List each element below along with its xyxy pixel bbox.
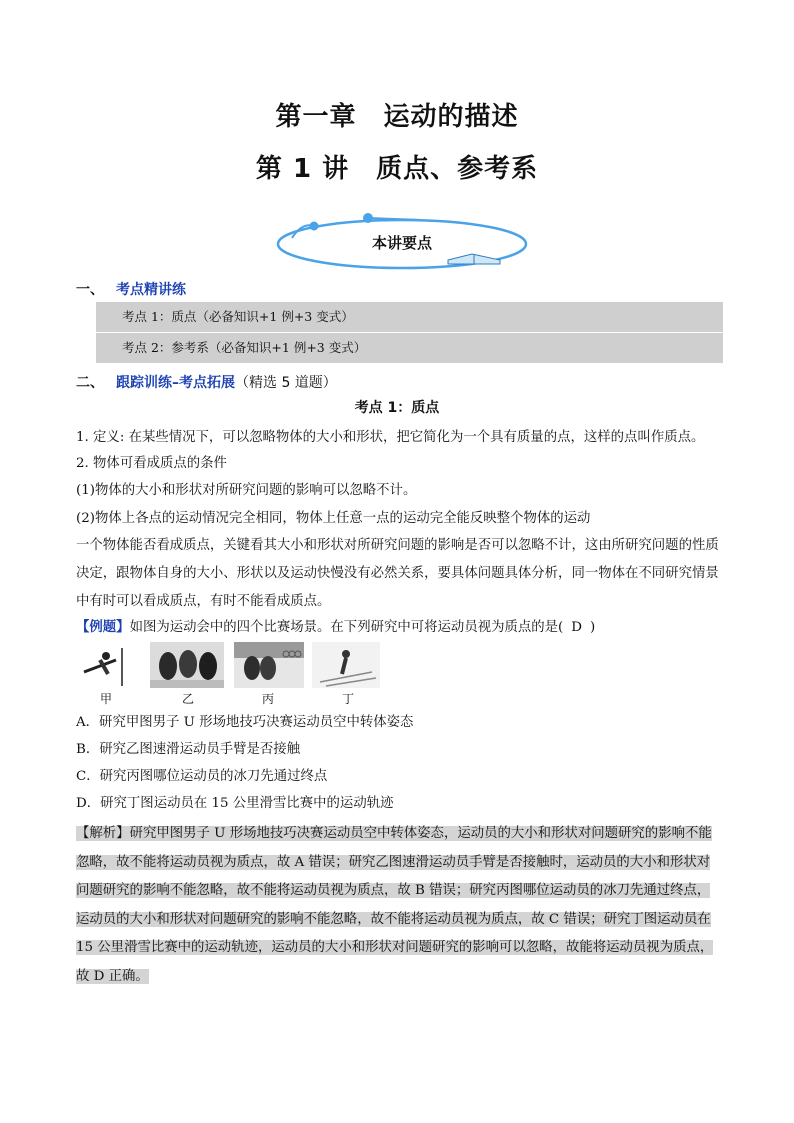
- example-text: 如图为运动会中的四个比赛场景。在下列研究中可将运动员视为质点的是(: [129, 620, 564, 635]
- chapter-title: 第一章 运动的描述: [275, 102, 519, 132]
- caption-ding: 丁: [342, 692, 355, 706]
- option-b: B．研究乙图速滑运动员手臂是否接触: [76, 742, 301, 757]
- banner-label: 本讲要点: [371, 234, 432, 252]
- photo-bing-icon: [234, 642, 304, 688]
- condition-heading: 2. 物体可看成质点的条件: [76, 456, 227, 471]
- definition-paragraph: 1. 定义: 在某些情况下，可以忽略物体的大小和形状，把它简化为一个具有质量的点，这样的点叫作质点。: [76, 430, 705, 445]
- analysis-block: [76, 820, 723, 992]
- condition-1: (1)物体的大小和形状对所研究问题的影响可以忽略不计。: [76, 483, 417, 498]
- option-d: D．研究丁图运动员在 15 公里滑雪比赛中的运动轨迹: [76, 796, 394, 811]
- photo-ding-icon: [312, 642, 380, 688]
- condition-2: (2)物体上各点的运动情况完全相同，物体上任意一点的运动完全能反映整个物体的运动: [76, 511, 591, 526]
- caption-yi: 乙: [182, 692, 195, 706]
- caption-jia: 甲: [100, 692, 113, 706]
- section-heading-1: [76, 279, 186, 299]
- keypoint-banner: [272, 208, 532, 276]
- example-question: [76, 614, 726, 641]
- lecture-title: 第 1 讲 质点、参考系: [255, 154, 539, 184]
- option-a: A．研究甲图男子 U 形场地技巧决赛运动员空中转体姿态: [76, 715, 414, 730]
- section-heading-2: [76, 372, 337, 392]
- section-note: （精选 5 道题）: [235, 375, 337, 391]
- section-number: 二、: [76, 375, 104, 391]
- keypoint-item-1: 考点 1：质点（必备知识+1 例+3 变式）: [96, 302, 723, 332]
- caption-bing: 丙: [262, 692, 275, 706]
- section-number: 一、: [76, 282, 104, 298]
- example-answer: D: [571, 620, 583, 635]
- competition-photos: [76, 642, 396, 704]
- keypoint-1-heading: 考点 1：质点: [354, 400, 440, 416]
- section-name: 跟踪训练–考点拓展: [116, 375, 235, 391]
- example-close: ): [590, 620, 596, 635]
- photo-jia-icon: [76, 642, 132, 688]
- explanation-paragraph: 一个物体能否看成质点，关键看其大小和形状对所研究问题的影响是否可以忽略不计，这由所研究问题的性质决定，跟物体自身的大小、形状以及运动快慢没有必然关系，要具体问题具体分析，同一物体在不同研究情景中有时可以看成质点，有时不能看成质点。: [76, 538, 719, 609]
- option-c: C．研究丙图哪位运动员的冰刀先通过终点: [76, 769, 328, 784]
- analysis-text: 【解析】研究甲图男子 U 形场地技巧决赛运动员空中转体姿态，运动员的大小和形状对问题研究的影响不能忽略，故不能将运动员视为质点，故 A 错误；研究乙图速滑运动员手臂是否接触时，运动员的大小和形状对问题研究的影响不能忽略，故不能将运动员视为质点，故 B 错误；研究丙图哪位运动员的冰刀先通过终点，运动员的大小和形状对问题研究的影响不能忽略，故不能将运动员视为质点，故 C 错误；研究丁图运动员在 15 公里滑雪比赛中的运动轨迹，运动员的大小和形状对问题研究的影响可以忽略，故能将运动员视为质点，故 D 正确。: [76, 826, 714, 984]
- photo-yi-icon: [150, 642, 224, 688]
- keypoint-item-2: 考点 2：参考系（必备知识+1 例+3 变式）: [96, 333, 723, 363]
- section-name: 考点精讲练: [116, 282, 186, 298]
- example-tag: 【例题】: [76, 619, 130, 635]
